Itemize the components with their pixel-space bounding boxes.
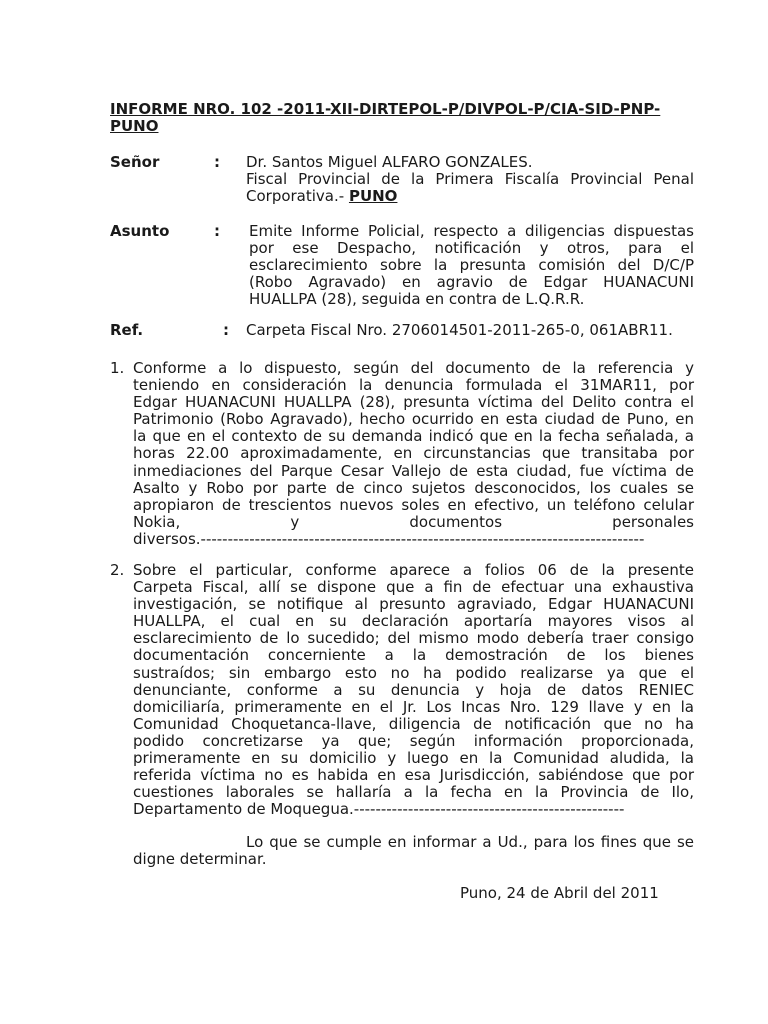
paragraph-line: Carpeta Fiscal, allí se dispone que a fin de efectuar una exhaustiva [133, 578, 694, 597]
subject-line: (Robo Agravado) en agravio de Edgar HUANACUNI [249, 273, 694, 291]
paragraph-line: documentación concerniente a la demostración de los bienes [133, 646, 694, 665]
report-title-line: PUNO [110, 117, 159, 135]
paragraph-line: inmediaciones del Parque Cesar Vallejo de esta ciudad, fue víctima de [133, 461, 694, 480]
paragraph-line: Edgar HUANACUNI HUALLPA (28), presunta víctima del Delito contra el [133, 393, 694, 412]
paragraph-line: Nokia, y documentos personales [133, 512, 694, 531]
addressee-name: Dr. Santos Miguel ALFARO GONZALES. [246, 153, 533, 171]
paragraph-line: sustraídos; sin embargo esto no ha podido realizarse ya que el [133, 663, 694, 682]
paragraph-line: cuestiones laborales se hallaría a la fecha en la Provincia de Ilo, [133, 783, 694, 802]
reference-label: Ref. [110, 321, 144, 339]
signature-date: Puno, 24 de Abril del 2011 [460, 884, 659, 902]
paragraph-line: apropiaron de trescientos nuevos soles en efectivo, un teléfono celular [133, 495, 694, 514]
subject-block [110, 223, 694, 309]
paragraph-line: denunciante, conforme a su denuncia y hoja de datos RENIEC [133, 680, 694, 699]
addressee-city: PUNO [348, 187, 398, 205]
paragraph-line: referida víctima no es habida en esa Jurisdicción, sabiéndose que por [133, 766, 694, 785]
paragraph-text [133, 360, 694, 548]
subject-line: por ese Despacho, notificación y otros, para el [249, 239, 694, 257]
addressee-office-prefix: Corporativa.- [246, 187, 349, 205]
paragraph-line: horas 22.00 aproximadamente, en circunstancias que transitaba por [133, 444, 694, 463]
paragraph-line: HUALLPA, el cual en su declaración aportaría mayores visos al [133, 612, 694, 631]
subject-line: esclarecimiento sobre la presunta comisión del D/C/P [249, 256, 694, 274]
report-title-line: INFORME NRO. 102 -2011-XII-DIRTEPOL-P/DIVPOL-P/CIA-SID-PNP- [110, 100, 661, 118]
closing-line: digne determinar. [133, 850, 267, 868]
paragraph-text [133, 562, 694, 818]
paragraph-line: Asalto y Robo por parte de cinco sujetos desconocidos, los cuales se [133, 478, 694, 497]
paragraph-line: Conforme a lo dispuesto, según del documento de la referencia y [133, 359, 694, 377]
paragraph-number: 1. [110, 359, 125, 377]
paragraph-line: teniendo en consideración la denuncia formulada el 31MAR11, por [133, 376, 694, 395]
reference-colon: : [223, 321, 229, 339]
subject-line: Emite Informe Policial, respecto a diligencias dispuestas [249, 222, 694, 240]
paragraph-line: Sobre el particular, conforme aparece a folios 06 de la presente [133, 561, 694, 579]
paragraph-line: investigación, se notifique al presunto agraviado, Edgar HUANACUNI [133, 595, 694, 614]
addressee-label: Señor [110, 153, 160, 171]
paragraph-line: Comunidad Choquetanca-llave, diligencia de notificación que no ha [133, 714, 694, 733]
paragraph-line: primeramente en su domicilio y luego en la Comunidad aludida, la [133, 749, 694, 768]
paragraph-line: podido concretizarse ya que; según información proporcionada, [133, 731, 694, 750]
paragraph-line: Departamento de Moquegua.-------------------------------------------------- [133, 800, 625, 819]
addressee-office [246, 188, 694, 205]
paragraph-line: esclarecimiento de lo sucedido; del mismo modo debería traer consigo [133, 629, 694, 648]
report-title [110, 101, 694, 135]
addressee-title: Fiscal Provincial de la Primera Fiscalía Provincial Penal [246, 170, 694, 188]
addressee-colon: : [214, 153, 220, 171]
paragraph-number: 2. [110, 561, 125, 579]
closing-line: Lo que se cumple en informar a Ud., para los fines que se [246, 833, 694, 851]
paragraph-line: la que en el contexto de su demanda indicó que en la fecha señalada, a [133, 427, 694, 446]
paragraph-line: domiciliaría, primeramente en el Jr. Los Incas Nro. 129 llave y en la [133, 697, 694, 716]
reference-value: Carpeta Fiscal Nro. 2706014501-2011-265-0, 061ABR11. [246, 321, 673, 339]
paragraph-line: diversos.---------------------------------------------------------------------------------- [133, 529, 645, 548]
subject-line: HUALLPA (28), seguida en contra de L.Q.R.R. [249, 290, 585, 308]
subject-colon: : [214, 222, 220, 240]
addressee-block [110, 154, 694, 206]
paragraph-line: Patrimonio (Robo Agravado), hecho ocurrido en esta ciudad de Puno, en [133, 410, 694, 429]
addressee-value [246, 154, 694, 205]
reference-block [110, 322, 694, 340]
subject-value [249, 223, 694, 308]
subject-label: Asunto [110, 222, 170, 240]
closing-statement [133, 834, 694, 868]
